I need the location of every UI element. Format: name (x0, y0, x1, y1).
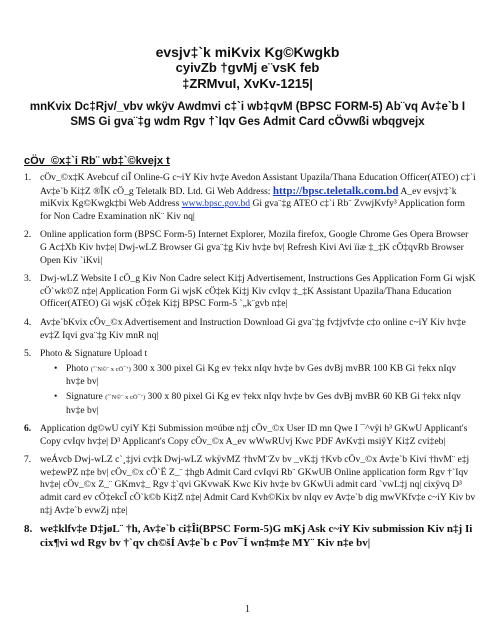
item-text: we‡klfv‡e D‡jøL¨ †h, Av‡e`b ci‡Îi(BPSC Form-5)G mKj Ask c~iY Kiv submission Kiv n‡j Ii cix¶vi wd Rgv bv †`qv ch©šÍ Av‡e`b c Pov¯Í wn‡m‡e MY¨ Kiv n‡e bv| (40, 523, 473, 549)
org-building: cyivZb †gvMj e¨vsK feb (175, 60, 320, 75)
instruction-item-1 (24, 172, 476, 223)
upload-requirements (40, 363, 476, 417)
instruction-item-5 (24, 348, 476, 417)
bpsc-link[interactable]: www.bpsc.gov.bd (181, 198, 251, 210)
instruction-item-3 (24, 273, 476, 311)
requirement-note: (ˆ`N©¨ x cÖ¯’) (90, 365, 131, 373)
requirement-text: 300 x 80 pixel Gi Kg ev †ekx nIqv hv‡e bv Ges dvBj mvBR 60 KB Gi †ekx nIqv hv‡e bv| (66, 390, 461, 416)
item-text: Application dg©wU cyiY K‡i Submission m¤úbœ n‡j cÖv_©x User ID mn Qwe I ¯^vÿi h³ GKwU Applicant's Copy cvIqv hv‡e| D³ Applicant's Copy cÖv_©x A_ev wWwRUvj Kwc PDF AvKv‡i msiÿY Ki‡Z cvi‡eb| (40, 423, 468, 447)
signature-requirement (66, 391, 476, 417)
instruction-item-2 (24, 229, 476, 267)
item-number: 4. (24, 316, 32, 328)
instruction-item-7 (24, 454, 476, 517)
instructions-list (24, 172, 476, 556)
item-number: 5. (24, 348, 32, 360)
item-text: Online application form (BPSC Form-5) Internet Explorer, Mozila firefox, Google Chrome Ges Opera Browser G Ac‡Xb Kiv hv‡e| Dwj-wLZ Browser Gi gva¨‡g Kiv hv‡e bv| Refresh Kivi Avi ïiæ ‡_‡K cÖ‡qvRb Browser Open Kiv `iKvi| (40, 229, 469, 266)
item-number: 3. (24, 273, 32, 285)
requirement-label: Signature (66, 390, 103, 402)
item-text: A_ev evsjv‡`k miKvix Kg©Kwgk‡bi Web Address (40, 185, 457, 210)
document-title: mnKvix Dc‡Rjv/_vbv wkÿv Awdmvi c‡`i wb‡qvM (BPSC FORM-5) Ab¨vq Av‡e`b I SMS Gi gva¨‡g wdm Rgv †`Iqv Ges Admit Card cÖvwßi wbqgvejx (29, 101, 466, 128)
photo-requirement (66, 363, 476, 389)
requirement-note: (ˆ`N©¨ x cÖ¯’) (105, 393, 146, 401)
section-heading: cÖv_©x‡`i Rb¨ wb‡`©kvejx t (24, 155, 170, 167)
item-number: 1. (24, 172, 32, 183)
item-number: 2. (24, 229, 32, 241)
item-number: 8. (24, 523, 33, 536)
org-address: ‡ZRMvuI, XvKv-1215| (182, 76, 313, 91)
item-text: Dwj-wLZ Website I cÖ_g Kiv Non Cadre select Ki‡j Advertisement, Instructions Ges Application Form Gi wjsK cÖ`wk©Z n‡e| Application Form Gi wjsK cÖ‡ek Ki‡j Kiv cvIqv ‡_‡K Assistant Upazila/Thana Education Officer(ATEO) Gi wjsK cÖ‡ek Ki‡j BPSC Form-5 `„k¨gvb n‡e| (40, 273, 476, 310)
instruction-item-6 (24, 423, 476, 448)
item-number: 6. (24, 423, 32, 435)
requirement-text: 300 x 300 pixel Gi Kg ev †ekx nIqv hv‡e bv Ges dvBj mvBR 100 KB Gi †ekx nIqv hv‡e bv| (66, 362, 457, 388)
teletalk-link[interactable]: http://bpsc.teletalk.com.bd (272, 184, 399, 197)
item-text: Gi gva¨‡g ATEO c‡`i Rb¨ ZvwjKvfy³ Application form for Non Cadre Examination nK¨ Kiv nq| (40, 198, 466, 222)
instruction-item-4 (24, 317, 476, 342)
instruction-item-8 (24, 523, 476, 550)
item-text: cÖv_©x‡K Avebcuf ciÎ Online-G c~iY Kiv hv‡e Avedon Assistant Upazila/Thana Education Officer(ATEO) c‡`i Av‡e`b Ki‡Z ®ÎK cÖ_g Teletalk BD. Ltd. Gi Web Address: (40, 172, 476, 197)
item-number: 7. (24, 454, 32, 466)
page-number: 1 (245, 604, 250, 615)
org-name: evsjv‡`k miKvix Kg©Kwgkb (155, 44, 340, 60)
requirement-label: Photo (66, 362, 89, 374)
item-text: weÁvcb Dwj-wLZ c`¸‡jvi cv‡k Dwj-wLZ wkÿvMZ †hvM¨Zv bv _vK‡j †Kvb cÖv_©x Av‡e`b Kivi †hvM¨ e‡j we‡ewPZ n‡e bv| cÖv_©x cÖ`Ë Z_¨ ‡hgb Admit Card cvIqvi Rb¨ GKwUB Online application form Rgv †`Iqv hv‡e| cÖv_©x Z_¨ GKmv‡_ Rgv ‡`qvi GKvwaK Kwc Kiv hv‡e bv GKwUi admit card `vwL‡j nq| cixÿvq D³ admit card ev cÖ‡ekcÎ cÖ`k©b Ki‡Z n‡e| Admit Card Kvh©Kix bv nIqv ev Av‡e`b dig mwVKfv‡e c~iY Kiv bv n‡j Av‡e`b evwZj n‡e| (40, 454, 476, 516)
item-text: Av‡e`bKvix cÖv_©x Advertisement and Instruction Download Gi gva¨‡g fv‡jvfv‡e c‡o online c~iY Kiv hv‡e ev‡Z Iqvi gva¨‡g Kiv mnR nq| (40, 316, 466, 341)
item-text: Photo & Signature Upload t (40, 348, 148, 360)
